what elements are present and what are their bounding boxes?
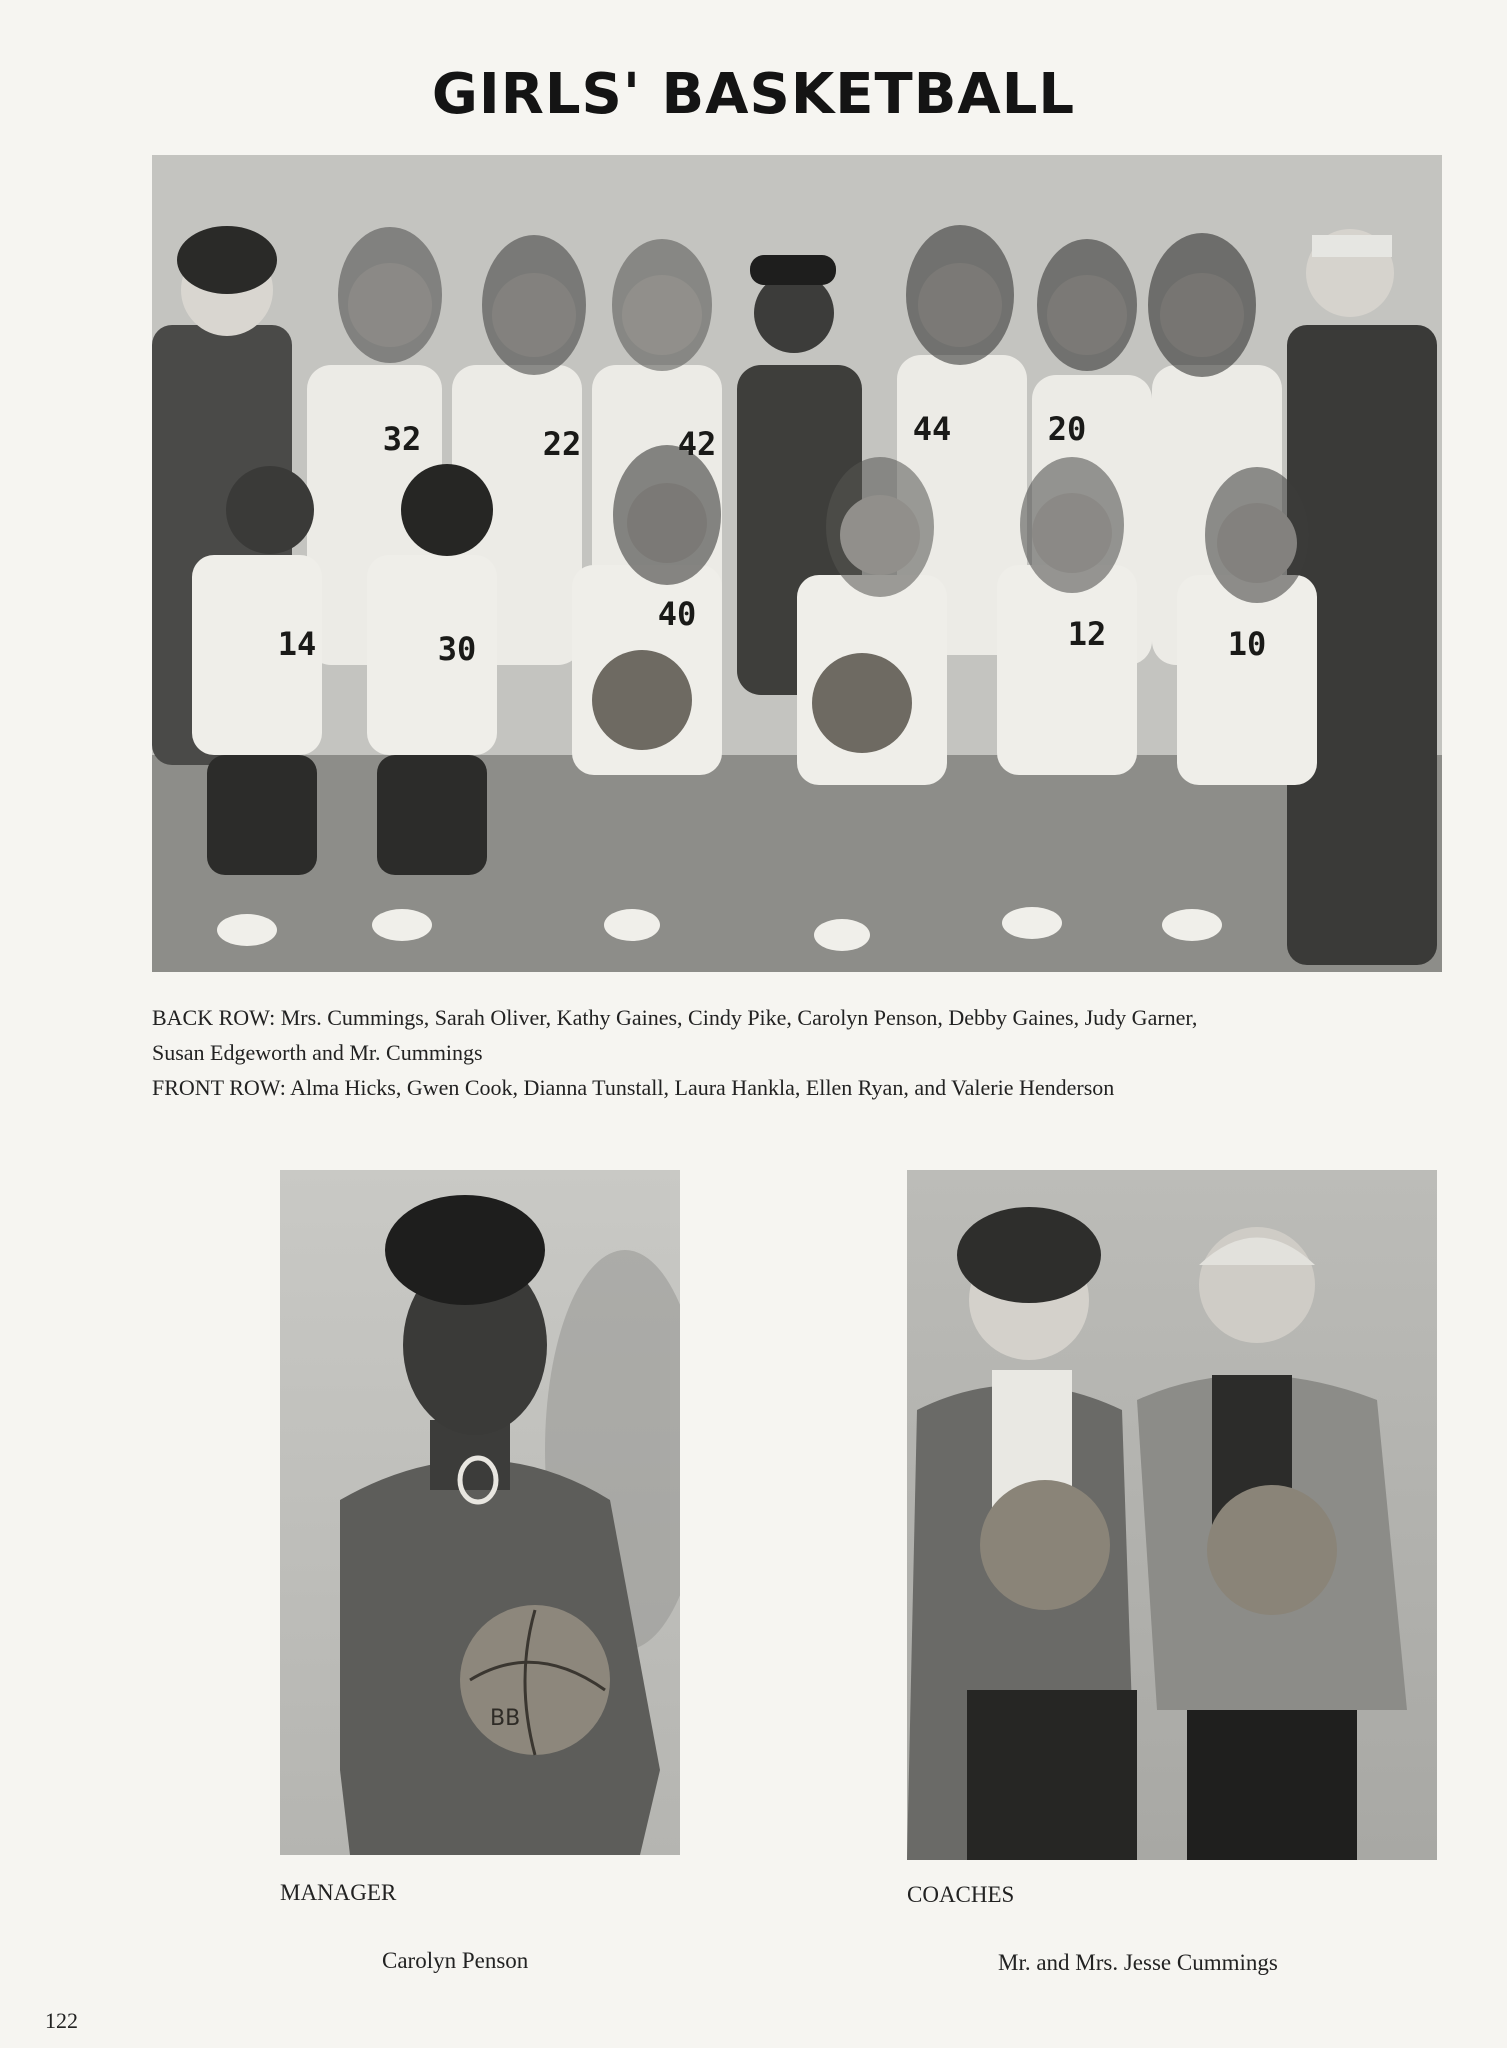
page-title: GIRLS' BASKETBALL [431,62,1076,127]
team-photo-caption [152,1000,1452,1105]
manager-heading: MANAGER [280,1880,397,1905]
coaches-names: Mr. and Mrs. Jesse Cummings [998,1950,1278,1975]
coaches-photo [907,1170,1437,1860]
manager-photo-figure [280,1170,680,1855]
ball-marking: BB [490,1706,521,1731]
jersey-number: 20 [1047,410,1087,448]
team-photo-figures [152,155,1442,972]
jersey-number: 22 [542,425,582,463]
coaches-heading: COACHES [907,1882,1015,1907]
jersey-number: 30 [437,630,477,668]
jersey-number: 40 [657,595,697,633]
coaches-photo-figures [907,1170,1437,1860]
caption-front-row: FRONT ROW: Alma Hicks, Gwen Cook, Dianna Tunstall, Laura Hankla, Ellen Ryan, and Valerie Henderson [152,1075,1115,1100]
jersey-number: 10 [1227,625,1267,663]
jersey-number: 42 [677,425,717,463]
caption-back-row-continued: Susan Edgeworth and Mr. Cummings [152,1040,483,1065]
manager-photo [280,1170,680,1855]
manager-name: Carolyn Penson [382,1948,529,1973]
jersey-number: 12 [1067,615,1107,653]
jersey-number: 32 [382,420,422,458]
team-photo [152,155,1442,972]
page-number: 122 [45,2008,78,2033]
jersey-number: 14 [277,625,317,663]
caption-back-row: BACK ROW: Mrs. Cummings, Sarah Oliver, Kathy Gaines, Cindy Pike, Carolyn Penson, Debby Gaines, Judy Garner, [152,1005,1198,1030]
jersey-number: 44 [912,410,952,448]
